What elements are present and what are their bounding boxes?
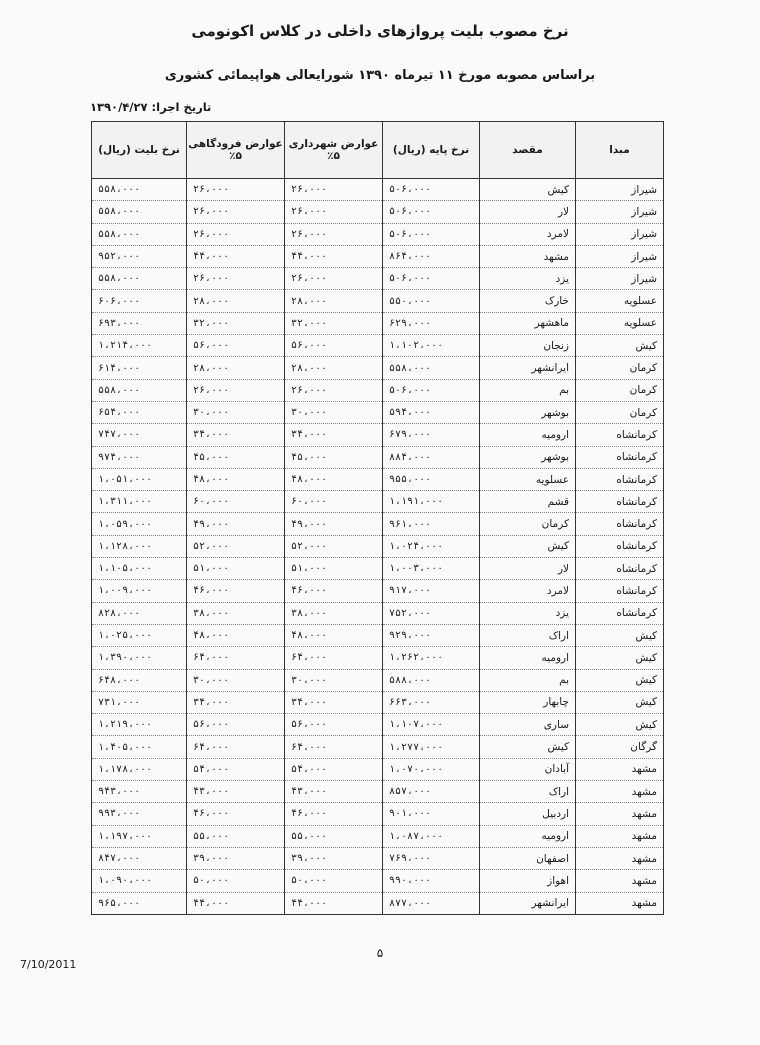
table-row bbox=[92, 290, 664, 312]
destination-cell: چابهار bbox=[480, 691, 576, 713]
municipal-tax-cell: ۵۰،۰۰۰ bbox=[285, 870, 383, 892]
origin-cell: شیراز bbox=[576, 268, 664, 290]
base-fare-cell: ۹۹۰،۰۰۰ bbox=[383, 870, 480, 892]
airport-tax-cell: ۳۲،۰۰۰ bbox=[187, 312, 285, 334]
airport-tax-cell: ۴۶،۰۰۰ bbox=[187, 803, 285, 825]
destination-cell: کیش bbox=[480, 736, 576, 758]
base-fare-cell: ۵۹۴،۰۰۰ bbox=[383, 401, 480, 423]
ticket-price-cell: ۵۵۸،۰۰۰ bbox=[92, 223, 187, 245]
airport-tax-cell: ۴۴،۰۰۰ bbox=[187, 892, 285, 914]
ticket-price-cell: ۵۵۸،۰۰۰ bbox=[92, 201, 187, 223]
table-header-row bbox=[92, 122, 664, 179]
origin-cell: شیراز bbox=[576, 245, 664, 267]
document-title: نرخ مصوب بلیت پروازهای داخلی در کلاس اکونومی bbox=[191, 22, 569, 40]
document-subtitle: براساس مصوبه مورخ ۱۱ تیرماه ۱۳۹۰ شورایعالی هواپیمائی کشوری bbox=[164, 68, 596, 83]
destination-cell: اصفهان bbox=[480, 847, 576, 869]
table-row bbox=[92, 803, 664, 825]
origin-cell: عسلویه bbox=[576, 290, 664, 312]
header-ticket-price: نرخ بلیت (ریال) bbox=[92, 122, 187, 179]
airport-tax-cell: ۵۲،۰۰۰ bbox=[187, 535, 285, 557]
origin-cell: شیراز bbox=[576, 179, 664, 201]
table-row bbox=[92, 825, 664, 847]
destination-cell: ارومیه bbox=[480, 424, 576, 446]
origin-cell: کیش bbox=[576, 624, 664, 646]
ticket-price-cell: ۷۳۱،۰۰۰ bbox=[92, 691, 187, 713]
base-fare-cell: ۸۵۷،۰۰۰ bbox=[383, 781, 480, 803]
destination-cell: یزد bbox=[480, 268, 576, 290]
municipal-tax-cell: ۳۸،۰۰۰ bbox=[285, 602, 383, 624]
airport-tax-cell: ۴۹،۰۰۰ bbox=[187, 513, 285, 535]
base-fare-cell: ۱،۰۷۰،۰۰۰ bbox=[383, 758, 480, 780]
table-row bbox=[92, 446, 664, 468]
origin-cell: کیش bbox=[576, 669, 664, 691]
destination-cell: بم bbox=[480, 669, 576, 691]
municipal-tax-cell: ۳۹،۰۰۰ bbox=[285, 847, 383, 869]
ticket-price-cell: ۱،۴۰۵،۰۰۰ bbox=[92, 736, 187, 758]
airport-tax-cell: ۴۶،۰۰۰ bbox=[187, 580, 285, 602]
destination-cell: مشهد bbox=[480, 245, 576, 267]
destination-cell: ماهشهر bbox=[480, 312, 576, 334]
table-row bbox=[92, 335, 664, 357]
base-fare-cell: ۸۷۷،۰۰۰ bbox=[383, 892, 480, 914]
airport-tax-cell: ۴۸،۰۰۰ bbox=[187, 468, 285, 490]
table-row bbox=[92, 401, 664, 423]
municipal-tax-cell: ۲۶،۰۰۰ bbox=[285, 201, 383, 223]
ticket-price-cell: ۸۲۸،۰۰۰ bbox=[92, 602, 187, 624]
ticket-price-cell: ۵۵۸،۰۰۰ bbox=[92, 179, 187, 201]
ticket-price-cell: ۹۷۴،۰۰۰ bbox=[92, 446, 187, 468]
base-fare-cell: ۱،۰۸۷،۰۰۰ bbox=[383, 825, 480, 847]
ticket-price-cell: ۱،۰۵۹،۰۰۰ bbox=[92, 513, 187, 535]
airport-tax-cell: ۵۶،۰۰۰ bbox=[187, 714, 285, 736]
table-row bbox=[92, 736, 664, 758]
destination-cell: ارومیه bbox=[480, 647, 576, 669]
municipal-tax-cell: ۵۶،۰۰۰ bbox=[285, 335, 383, 357]
ticket-price-cell: ۹۶۵،۰۰۰ bbox=[92, 892, 187, 914]
municipal-tax-cell: ۵۶،۰۰۰ bbox=[285, 714, 383, 736]
table-row bbox=[92, 179, 664, 201]
table-row bbox=[92, 424, 664, 446]
municipal-tax-cell: ۳۴،۰۰۰ bbox=[285, 691, 383, 713]
table-row bbox=[92, 580, 664, 602]
table-body bbox=[92, 179, 664, 915]
municipal-tax-cell: ۲۶،۰۰۰ bbox=[285, 223, 383, 245]
municipal-tax-cell: ۵۵،۰۰۰ bbox=[285, 825, 383, 847]
destination-cell: کرمان bbox=[480, 513, 576, 535]
header-airport-tax: عوارض فرودگاهی ۵٪ bbox=[187, 122, 285, 179]
municipal-tax-cell: ۲۶،۰۰۰ bbox=[285, 379, 383, 401]
header-base-fare: نرخ پایه (ریال) bbox=[383, 122, 480, 179]
destination-cell: لامرد bbox=[480, 223, 576, 245]
destination-cell: ایرانشهر bbox=[480, 892, 576, 914]
airport-tax-cell: ۶۴،۰۰۰ bbox=[187, 647, 285, 669]
municipal-tax-cell: ۴۳،۰۰۰ bbox=[285, 781, 383, 803]
municipal-tax-cell: ۳۴،۰۰۰ bbox=[285, 424, 383, 446]
base-fare-cell: ۱،۲۷۷،۰۰۰ bbox=[383, 736, 480, 758]
footer-date: 7/10/2011 bbox=[20, 958, 77, 971]
base-fare-cell: ۵۰۶،۰۰۰ bbox=[383, 379, 480, 401]
origin-cell: کرمانشاه bbox=[576, 535, 664, 557]
municipal-tax-cell: ۶۰،۰۰۰ bbox=[285, 491, 383, 513]
destination-cell: یزد bbox=[480, 602, 576, 624]
origin-cell: کرمان bbox=[576, 401, 664, 423]
table-row bbox=[92, 892, 664, 914]
origin-cell: مشهد bbox=[576, 847, 664, 869]
municipal-tax-cell: ۲۶،۰۰۰ bbox=[285, 268, 383, 290]
table-row bbox=[92, 847, 664, 869]
ticket-price-cell: ۱،۳۱۱،۰۰۰ bbox=[92, 491, 187, 513]
origin-cell: مشهد bbox=[576, 825, 664, 847]
table-row bbox=[92, 870, 664, 892]
base-fare-cell: ۹۵۵،۰۰۰ bbox=[383, 468, 480, 490]
destination-cell: ساری bbox=[480, 714, 576, 736]
destination-cell: خارک bbox=[480, 290, 576, 312]
header-destination: مقصد bbox=[480, 122, 576, 179]
header-origin: مبدا bbox=[576, 122, 664, 179]
table-row bbox=[92, 669, 664, 691]
airport-tax-cell: ۲۶،۰۰۰ bbox=[187, 223, 285, 245]
base-fare-cell: ۸۶۴،۰۰۰ bbox=[383, 245, 480, 267]
table-row bbox=[92, 714, 664, 736]
airport-tax-cell: ۶۰،۰۰۰ bbox=[187, 491, 285, 513]
ticket-price-cell: ۱،۲۱۴،۰۰۰ bbox=[92, 335, 187, 357]
ticket-price-cell: ۹۴۳،۰۰۰ bbox=[92, 781, 187, 803]
origin-cell: کرمانشاه bbox=[576, 468, 664, 490]
table-row bbox=[92, 691, 664, 713]
base-fare-cell: ۹۰۱،۰۰۰ bbox=[383, 803, 480, 825]
municipal-tax-cell: ۳۰،۰۰۰ bbox=[285, 669, 383, 691]
airport-tax-cell: ۵۱،۰۰۰ bbox=[187, 558, 285, 580]
destination-cell: لار bbox=[480, 201, 576, 223]
municipal-tax-cell: ۴۶،۰۰۰ bbox=[285, 803, 383, 825]
origin-cell: گرگان bbox=[576, 736, 664, 758]
airport-tax-cell: ۴۸،۰۰۰ bbox=[187, 624, 285, 646]
table-row bbox=[92, 758, 664, 780]
ticket-price-cell: ۱،۱۹۷،۰۰۰ bbox=[92, 825, 187, 847]
airport-tax-cell: ۲۶،۰۰۰ bbox=[187, 379, 285, 401]
ticket-price-cell: ۹۹۳،۰۰۰ bbox=[92, 803, 187, 825]
airport-tax-cell: ۴۳،۰۰۰ bbox=[187, 781, 285, 803]
table-row bbox=[92, 245, 664, 267]
destination-cell: اهواز bbox=[480, 870, 576, 892]
table-row bbox=[92, 535, 664, 557]
table-row bbox=[92, 468, 664, 490]
base-fare-cell: ۱،۱۰۷،۰۰۰ bbox=[383, 714, 480, 736]
airport-tax-cell: ۲۶،۰۰۰ bbox=[187, 268, 285, 290]
ticket-price-cell: ۱،۰۵۱،۰۰۰ bbox=[92, 468, 187, 490]
airport-tax-cell: ۳۰،۰۰۰ bbox=[187, 401, 285, 423]
ticket-price-cell: ۶۵۴،۰۰۰ bbox=[92, 401, 187, 423]
destination-cell: قشم bbox=[480, 491, 576, 513]
ticket-price-cell: ۱،۲۱۹،۰۰۰ bbox=[92, 714, 187, 736]
base-fare-cell: ۵۰۶،۰۰۰ bbox=[383, 223, 480, 245]
origin-cell: کرمانشاه bbox=[576, 491, 664, 513]
ticket-price-cell: ۵۵۸،۰۰۰ bbox=[92, 268, 187, 290]
destination-cell: زنجان bbox=[480, 335, 576, 357]
origin-cell: شیراز bbox=[576, 201, 664, 223]
table-row bbox=[92, 201, 664, 223]
municipal-tax-cell: ۲۶،۰۰۰ bbox=[285, 179, 383, 201]
municipal-tax-cell: ۴۴،۰۰۰ bbox=[285, 892, 383, 914]
ticket-price-cell: ۶۰۶،۰۰۰ bbox=[92, 290, 187, 312]
base-fare-cell: ۵۰۶،۰۰۰ bbox=[383, 179, 480, 201]
airport-tax-cell: ۵۴،۰۰۰ bbox=[187, 758, 285, 780]
destination-cell: ارومیه bbox=[480, 825, 576, 847]
origin-cell: شیراز bbox=[576, 223, 664, 245]
airport-tax-cell: ۳۰،۰۰۰ bbox=[187, 669, 285, 691]
ticket-price-cell: ۱،۱۰۵،۰۰۰ bbox=[92, 558, 187, 580]
airport-tax-cell: ۲۸،۰۰۰ bbox=[187, 357, 285, 379]
base-fare-cell: ۵۸۸،۰۰۰ bbox=[383, 669, 480, 691]
origin-cell: کرمانشاه bbox=[576, 558, 664, 580]
destination-cell: بوشهر bbox=[480, 446, 576, 468]
airport-tax-cell: ۵۶،۰۰۰ bbox=[187, 335, 285, 357]
destination-cell: لار bbox=[480, 558, 576, 580]
origin-cell: مشهد bbox=[576, 892, 664, 914]
destination-cell: آبادان bbox=[480, 758, 576, 780]
base-fare-cell: ۵۰۶،۰۰۰ bbox=[383, 201, 480, 223]
table-row bbox=[92, 558, 664, 580]
destination-cell: ایرانشهر bbox=[480, 357, 576, 379]
base-fare-cell: ۱،۱۹۱،۰۰۰ bbox=[383, 491, 480, 513]
municipal-tax-cell: ۴۴،۰۰۰ bbox=[285, 245, 383, 267]
table-row bbox=[92, 602, 664, 624]
destination-cell: اراک bbox=[480, 624, 576, 646]
municipal-tax-cell: ۴۵،۰۰۰ bbox=[285, 446, 383, 468]
origin-cell: کیش bbox=[576, 335, 664, 357]
origin-cell: کرمانشاه bbox=[576, 580, 664, 602]
table-row bbox=[92, 223, 664, 245]
base-fare-cell: ۱،۱۰۲،۰۰۰ bbox=[383, 335, 480, 357]
destination-cell: کیش bbox=[480, 535, 576, 557]
municipal-tax-cell: ۴۶،۰۰۰ bbox=[285, 580, 383, 602]
airport-tax-cell: ۴۵،۰۰۰ bbox=[187, 446, 285, 468]
ticket-price-cell: ۷۴۷،۰۰۰ bbox=[92, 424, 187, 446]
destination-cell: اراک bbox=[480, 781, 576, 803]
municipal-tax-cell: ۲۸،۰۰۰ bbox=[285, 357, 383, 379]
ticket-price-cell: ۱،۰۰۹،۰۰۰ bbox=[92, 580, 187, 602]
origin-cell: مشهد bbox=[576, 758, 664, 780]
airport-tax-cell: ۲۸،۰۰۰ bbox=[187, 290, 285, 312]
base-fare-cell: ۵۰۶،۰۰۰ bbox=[383, 268, 480, 290]
execution-date: تاریخ اجرا: ۱۳۹۰/۴/۲۷ bbox=[90, 100, 212, 114]
base-fare-cell: ۵۵۸،۰۰۰ bbox=[383, 357, 480, 379]
base-fare-cell: ۱،۰۰۳،۰۰۰ bbox=[383, 558, 480, 580]
fare-table bbox=[91, 121, 664, 915]
airport-tax-cell: ۶۴،۰۰۰ bbox=[187, 736, 285, 758]
origin-cell: کرمانشاه bbox=[576, 446, 664, 468]
ticket-price-cell: ۶۱۴،۰۰۰ bbox=[92, 357, 187, 379]
municipal-tax-cell: ۵۲،۰۰۰ bbox=[285, 535, 383, 557]
airport-tax-cell: ۲۶،۰۰۰ bbox=[187, 179, 285, 201]
page-number: ۵ bbox=[376, 946, 384, 960]
base-fare-cell: ۸۸۴،۰۰۰ bbox=[383, 446, 480, 468]
table-row bbox=[92, 379, 664, 401]
municipal-tax-cell: ۵۱،۰۰۰ bbox=[285, 558, 383, 580]
airport-tax-cell: ۳۹،۰۰۰ bbox=[187, 847, 285, 869]
airport-tax-cell: ۳۸،۰۰۰ bbox=[187, 602, 285, 624]
municipal-tax-cell: ۴۸،۰۰۰ bbox=[285, 468, 383, 490]
origin-cell: عسلویه bbox=[576, 312, 664, 334]
municipal-tax-cell: ۴۹،۰۰۰ bbox=[285, 513, 383, 535]
ticket-price-cell: ۸۴۷،۰۰۰ bbox=[92, 847, 187, 869]
ticket-price-cell: ۱،۰۹۰،۰۰۰ bbox=[92, 870, 187, 892]
table-row bbox=[92, 312, 664, 334]
airport-tax-cell: ۵۰،۰۰۰ bbox=[187, 870, 285, 892]
base-fare-cell: ۹۶۱،۰۰۰ bbox=[383, 513, 480, 535]
airport-tax-cell: ۳۴،۰۰۰ bbox=[187, 691, 285, 713]
origin-cell: مشهد bbox=[576, 781, 664, 803]
base-fare-cell: ۶۶۳،۰۰۰ bbox=[383, 691, 480, 713]
airport-tax-cell: ۳۴،۰۰۰ bbox=[187, 424, 285, 446]
origin-cell: کیش bbox=[576, 647, 664, 669]
table-row bbox=[92, 781, 664, 803]
base-fare-cell: ۹۲۹،۰۰۰ bbox=[383, 624, 480, 646]
table-row bbox=[92, 513, 664, 535]
destination-cell: کیش bbox=[480, 179, 576, 201]
base-fare-cell: ۷۶۹،۰۰۰ bbox=[383, 847, 480, 869]
municipal-tax-cell: ۶۴،۰۰۰ bbox=[285, 736, 383, 758]
table-row bbox=[92, 357, 664, 379]
table-row bbox=[92, 491, 664, 513]
ticket-price-cell: ۹۵۲،۰۰۰ bbox=[92, 245, 187, 267]
ticket-price-cell: ۱،۱۷۸،۰۰۰ bbox=[92, 758, 187, 780]
origin-cell: کیش bbox=[576, 714, 664, 736]
municipal-tax-cell: ۳۰،۰۰۰ bbox=[285, 401, 383, 423]
destination-cell: عسلویه bbox=[480, 468, 576, 490]
ticket-price-cell: ۱،۳۹۰،۰۰۰ bbox=[92, 647, 187, 669]
origin-cell: کرمانشاه bbox=[576, 513, 664, 535]
municipal-tax-cell: ۴۸،۰۰۰ bbox=[285, 624, 383, 646]
ticket-price-cell: ۵۵۸،۰۰۰ bbox=[92, 379, 187, 401]
municipal-tax-cell: ۶۴،۰۰۰ bbox=[285, 647, 383, 669]
base-fare-cell: ۱،۰۲۴،۰۰۰ bbox=[383, 535, 480, 557]
origin-cell: کرمانشاه bbox=[576, 424, 664, 446]
base-fare-cell: ۶۷۹،۰۰۰ bbox=[383, 424, 480, 446]
table-row bbox=[92, 624, 664, 646]
airport-tax-cell: ۲۶،۰۰۰ bbox=[187, 201, 285, 223]
base-fare-cell: ۱،۲۶۲،۰۰۰ bbox=[383, 647, 480, 669]
destination-cell: اردبیل bbox=[480, 803, 576, 825]
table-row bbox=[92, 647, 664, 669]
municipal-tax-cell: ۵۴،۰۰۰ bbox=[285, 758, 383, 780]
origin-cell: کرمان bbox=[576, 357, 664, 379]
base-fare-cell: ۵۵۰،۰۰۰ bbox=[383, 290, 480, 312]
origin-cell: مشهد bbox=[576, 803, 664, 825]
municipal-tax-cell: ۳۲،۰۰۰ bbox=[285, 312, 383, 334]
airport-tax-cell: ۵۵،۰۰۰ bbox=[187, 825, 285, 847]
ticket-price-cell: ۱،۱۲۸،۰۰۰ bbox=[92, 535, 187, 557]
base-fare-cell: ۷۵۲،۰۰۰ bbox=[383, 602, 480, 624]
origin-cell: کرمانشاه bbox=[576, 602, 664, 624]
ticket-price-cell: ۱،۰۲۵،۰۰۰ bbox=[92, 624, 187, 646]
table-row bbox=[92, 268, 664, 290]
origin-cell: کرمان bbox=[576, 379, 664, 401]
base-fare-cell: ۶۲۹،۰۰۰ bbox=[383, 312, 480, 334]
origin-cell: کیش bbox=[576, 691, 664, 713]
destination-cell: لامرد bbox=[480, 580, 576, 602]
destination-cell: بوشهر bbox=[480, 401, 576, 423]
header-municipal-tax: عوارض شهرداری ۵٪ bbox=[285, 122, 383, 179]
ticket-price-cell: ۶۴۸،۰۰۰ bbox=[92, 669, 187, 691]
destination-cell: بم bbox=[480, 379, 576, 401]
base-fare-cell: ۹۱۷،۰۰۰ bbox=[383, 580, 480, 602]
ticket-price-cell: ۶۹۳،۰۰۰ bbox=[92, 312, 187, 334]
origin-cell: مشهد bbox=[576, 870, 664, 892]
airport-tax-cell: ۴۴،۰۰۰ bbox=[187, 245, 285, 267]
municipal-tax-cell: ۲۸،۰۰۰ bbox=[285, 290, 383, 312]
